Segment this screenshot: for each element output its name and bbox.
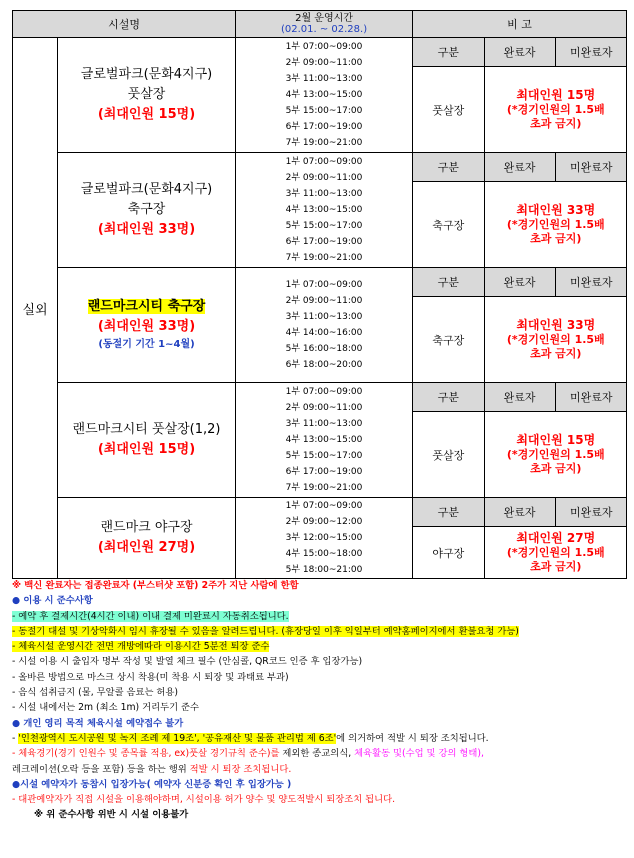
capacity-sub2: 초과 금지)	[530, 462, 582, 475]
facility-subname: 풋살장	[127, 87, 166, 102]
capacity-sub1: (*경기인원의 1.5배	[506, 333, 605, 346]
time-slot: 6부 18:00~20:00	[285, 360, 363, 370]
hours-cell	[236, 498, 413, 579]
category-cell: 실외	[13, 38, 58, 579]
profit-item-2: - 체육경기(경기 인원수 및 종목률 적용, ex)풋살 경기규칙 준수)를 제외한 종교의식, 체육활동 및(수업 및 강의 형태),	[12, 748, 484, 760]
time-slot: 5부 15:00~17:00	[285, 221, 363, 231]
compliance-item-5: - 올바른 방법으로 마스크 상시 착용(미 착용 시 퇴장 및 과태료 부과)	[12, 671, 289, 683]
notes-inner-body	[413, 182, 627, 268]
compliance-item-6: - 음식 섭취금지 (물, 무알콜 음료는 허용)	[12, 687, 179, 699]
capacity-note	[484, 412, 627, 498]
capacity-max: 최대인원 33명	[516, 318, 596, 332]
capacity-max: 최대인원 15명	[516, 433, 596, 447]
time-slot: 4부 13:00~15:00	[285, 205, 363, 215]
time-slot: 7부 19:00~21:00	[285, 253, 363, 263]
time-slot: 1부 07:00~09:00	[285, 42, 363, 52]
time-slot: 7부 19:00~21:00	[285, 138, 363, 148]
vaccine-note: ※ 백신 완료자는 접종완료자 (부스터샷 포함) 2주가 지난 사람에 한함	[12, 580, 299, 591]
notes-inner-table	[413, 153, 627, 267]
facility-max: (최대인원 33명)	[97, 222, 196, 237]
profit-item-3: 레크레이션(오락 등을 포함) 등을 하는 행위 적발 시 퇴장 조치됩니다.	[12, 763, 292, 775]
hours-cell	[236, 153, 413, 268]
profit-title: ● 개인 영리 목적 체육시설 예약접수 불가	[12, 717, 184, 729]
capacity-note	[484, 67, 627, 153]
facility-type: 풋살장	[413, 67, 484, 153]
time-slot: 3부 12:00~15:00	[285, 533, 363, 543]
time-slot: 1부 07:00~09:00	[285, 387, 363, 397]
notes-inner-table	[413, 268, 627, 382]
notes-inner-table	[413, 38, 627, 152]
facility-season-note: (동절기 기간 1~4월)	[98, 339, 195, 350]
facility-name: 랜드마크 야구장	[100, 520, 193, 535]
time-slot: 3부 11:00~13:00	[285, 189, 363, 199]
time-slot: 6부 17:00~19:00	[285, 237, 363, 247]
compliance-item-7: - 시설 내에서는 2m (최소 1m) 거리두기 준수	[12, 702, 199, 714]
table-header-row	[13, 11, 627, 38]
compliance-item-4: - 시설 이용 시 출입자 명부 작성 및 발열 체크 필수 (안심콜, QR코드 인증 후 입장가능)	[12, 656, 363, 668]
time-slot: 6부 17:00~19:00	[285, 122, 363, 132]
time-slot: 5부 18:00~21:00	[285, 565, 363, 575]
time-slot: 2부 09:00~11:00	[285, 296, 363, 306]
facility-row	[13, 383, 627, 498]
facility-type: 축구장	[413, 297, 484, 383]
sub-header-not-done: 미완료자	[555, 383, 627, 412]
time-slot: 4부 15:00~18:00	[285, 549, 363, 559]
facility-name: 랜드마크시티 풋살장(1,2)	[72, 422, 221, 437]
compliance-item-1: - 예약 후 결제시간(4시간 이내) 이내 결제 미완료시 자동취소됩니다.	[12, 610, 289, 622]
entry-title: ●시설 예약자가 동참시 입장가능( 예약자 신분증 확인 후 입장가능 )	[12, 778, 292, 790]
time-slot: 5부 15:00~17:00	[285, 106, 363, 116]
sub-header-done: 완료자	[484, 38, 555, 67]
time-slot: 4부 13:00~15:00	[285, 435, 363, 445]
sub-header-type: 구분	[413, 268, 484, 297]
notes-inner-header	[413, 383, 627, 412]
sub-header-done: 완료자	[484, 153, 555, 182]
compliance-item-2: - 동절기 대설 및 기상악화시 임시 휴장될 수 있음을 알려드립니다. (휴장당일 이후 익일부터 예약홈페이지에서 환불요청 가능)	[12, 625, 519, 637]
time-slot: 5부 15:00~17:00	[285, 451, 363, 461]
sub-header-type: 구분	[413, 498, 484, 527]
facility-name-cell	[58, 498, 236, 579]
time-slot: 1부 07:00~09:00	[285, 501, 363, 511]
capacity-max: 최대인원 33명	[516, 203, 596, 217]
sub-header-not-done: 미완료자	[555, 38, 627, 67]
time-slot: 4부 13:00~15:00	[285, 90, 363, 100]
time-slot: 4부 14:00~16:00	[285, 328, 363, 338]
sub-header-done: 완료자	[484, 498, 555, 527]
entry-item-2: ※ 위 준수사항 위반 시 시설 이용불가	[34, 809, 189, 821]
notes-cell	[413, 383, 627, 498]
notes-section	[12, 578, 626, 823]
sub-header-not-done: 미완료자	[555, 268, 627, 297]
time-slot: 1부 07:00~09:00	[285, 280, 363, 290]
time-slot: 2부 09:00~11:00	[285, 173, 363, 183]
facility-row	[13, 498, 627, 579]
facility-row	[13, 153, 627, 268]
header-hours-range: (02.01. ~ 02.28.)	[280, 24, 368, 35]
facility-type: 야구장	[413, 527, 484, 579]
capacity-max: 최대인원 15명	[516, 88, 596, 102]
facility-row	[13, 38, 627, 153]
header-notes: 비 고	[413, 11, 627, 38]
sub-header-type: 구분	[413, 153, 484, 182]
entry-item-1: - 대관예약자가 직접 시설을 이용해야하며, 시설이용 허가 양수 및 양도적발시 퇴장조치 됩니다.	[12, 794, 396, 806]
capacity-sub2: 초과 금지)	[530, 232, 582, 245]
time-slot: 2부 09:00~11:00	[285, 58, 363, 68]
facility-name-cell	[58, 38, 236, 153]
facility-name-cell	[58, 268, 236, 383]
sub-header-not-done: 미완료자	[555, 498, 627, 527]
facility-name: 글로벌파크(문화4지구)	[80, 67, 213, 82]
notes-inner-table	[413, 498, 627, 578]
capacity-sub2: 초과 금지)	[530, 560, 582, 573]
compliance-item-3: - 체육시설 운영시간 전면 개방에따라 이용시간 5분전 퇴장 준수	[12, 641, 270, 653]
capacity-sub2: 초과 금지)	[530, 117, 582, 130]
facility-row	[13, 268, 627, 383]
capacity-sub1: (*경기인원의 1.5배	[506, 546, 605, 559]
notes-inner-header	[413, 38, 627, 67]
time-slot: 7부 19:00~21:00	[285, 483, 363, 493]
header-facility: 시설명	[13, 11, 236, 38]
capacity-note	[484, 297, 627, 383]
notes-cell	[413, 268, 627, 383]
sub-header-type: 구분	[413, 38, 484, 67]
notes-cell	[413, 498, 627, 579]
capacity-sub1: (*경기인원의 1.5배	[506, 448, 605, 461]
sub-header-done: 완료자	[484, 383, 555, 412]
hours-cell	[236, 38, 413, 153]
capacity-sub2: 초과 금지)	[530, 347, 582, 360]
time-slot: 2부 09:00~11:00	[285, 403, 363, 413]
facility-max: (최대인원 33명)	[97, 319, 196, 334]
sub-header-done: 완료자	[484, 268, 555, 297]
header-hours	[236, 11, 413, 38]
facility-max: (최대인원 15명)	[97, 107, 196, 122]
notes-cell	[413, 153, 627, 268]
notes-inner-body	[413, 527, 627, 579]
capacity-sub1: (*경기인원의 1.5배	[506, 103, 605, 116]
profit-item-1: - '인천광역시 도시공원 및 녹지 조례 제 19조', '공유재산 및 물품 관리법 제 6조'에 의거하여 적발 시 퇴장 조치됩니다.	[12, 732, 489, 744]
time-slot: 1부 07:00~09:00	[285, 157, 363, 167]
hours-cell	[236, 383, 413, 498]
notes-inner-header	[413, 153, 627, 182]
capacity-sub1: (*경기인원의 1.5배	[506, 218, 605, 231]
notes-cell	[413, 38, 627, 153]
time-slot: 3부 11:00~13:00	[285, 74, 363, 84]
facility-max: (최대인원 27명)	[97, 540, 196, 555]
capacity-max: 최대인원 27명	[516, 531, 596, 545]
facility-type: 풋살장	[413, 412, 484, 498]
facility-name: 랜드마크시티 축구장	[87, 299, 206, 314]
facility-type: 축구장	[413, 182, 484, 268]
notes-inner-body	[413, 297, 627, 383]
capacity-note	[484, 182, 627, 268]
notes-inner-body	[413, 412, 627, 498]
hours-cell	[236, 268, 413, 383]
notes-inner-header	[413, 498, 627, 527]
time-slot: 3부 11:00~13:00	[285, 419, 363, 429]
time-slot: 6부 17:00~19:00	[285, 467, 363, 477]
facility-name: 글로벌파크(문화4지구)	[80, 182, 213, 197]
facility-schedule-table	[12, 10, 627, 579]
facility-max: (최대인원 15명)	[97, 442, 196, 457]
time-slot: 3부 11:00~13:00	[285, 312, 363, 322]
time-slot: 5부 16:00~18:00	[285, 344, 363, 354]
capacity-note	[484, 527, 627, 579]
time-slot: 2부 09:00~12:00	[285, 517, 363, 527]
sub-header-not-done: 미완료자	[555, 153, 627, 182]
notes-inner-table	[413, 383, 627, 497]
notes-inner-body	[413, 67, 627, 153]
facility-name-cell	[58, 153, 236, 268]
header-hours-title: 2월 운영시간	[295, 13, 353, 24]
compliance-title: ● 이용 시 준수사항	[12, 595, 93, 607]
facility-name-cell	[58, 383, 236, 498]
facility-subname: 축구장	[127, 202, 166, 217]
notes-inner-header	[413, 268, 627, 297]
sub-header-type: 구분	[413, 383, 484, 412]
